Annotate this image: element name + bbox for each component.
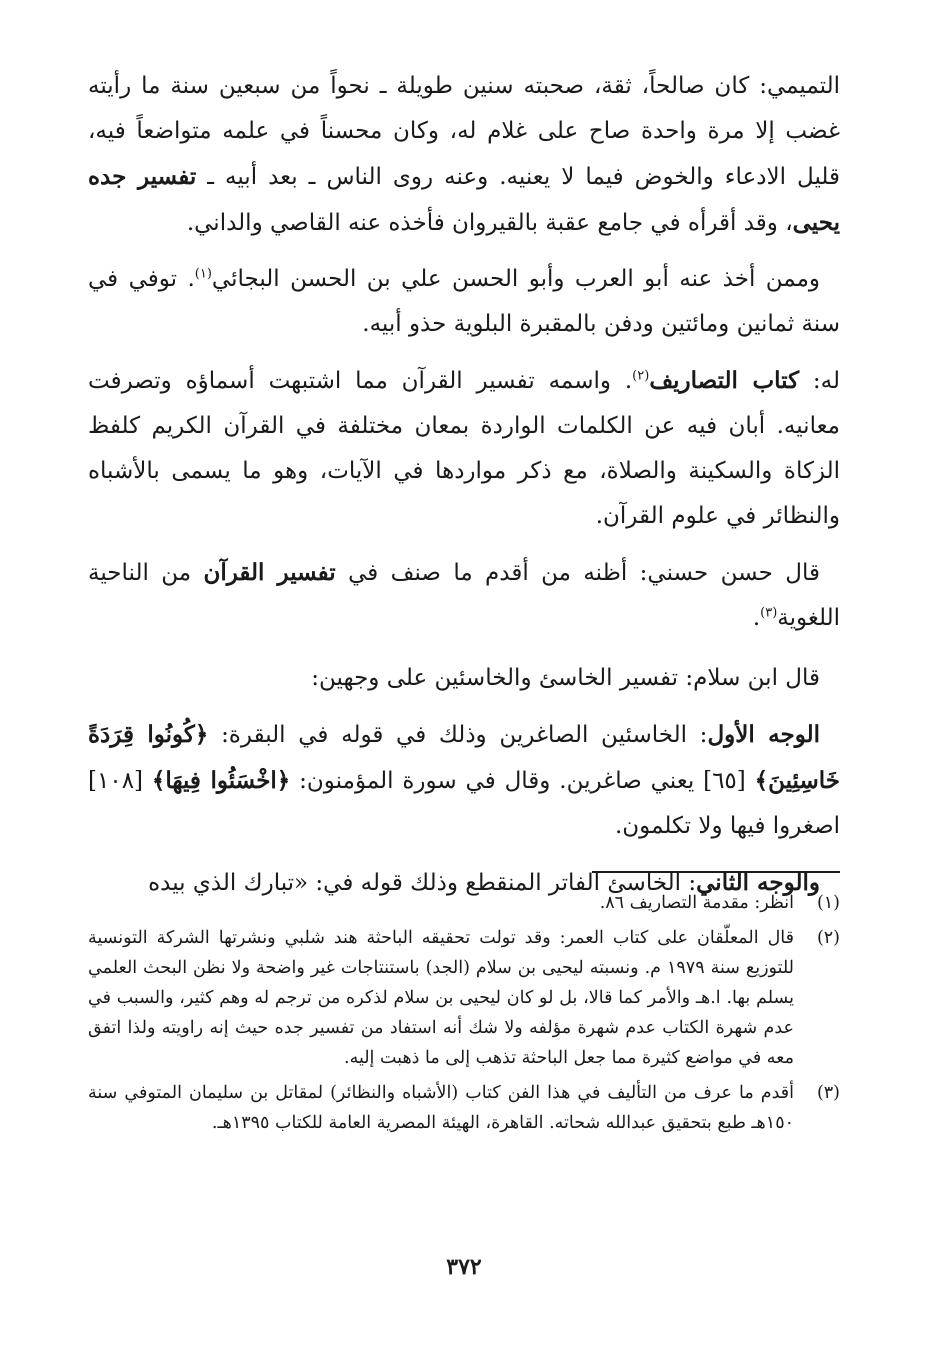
paragraph-ibn-sallam: قال ابن سلام: تفسير الخاسئ والخاسئين على وجهين:	[311, 665, 820, 691]
section-label: الوجه الأول	[707, 721, 820, 748]
footnote-divider	[592, 871, 840, 873]
footnote-ref-2[interactable]: (٢)	[632, 368, 650, 384]
book-title: كتاب التصاريف	[649, 367, 800, 394]
paragraph-second-aspect: والوجه الثاني: الخاسئ الفاتر المنقطع وذلك قوله في: «تبارك الذي بيده	[148, 869, 820, 896]
footnote-ref-1[interactable]: (١)	[194, 266, 212, 282]
paragraph-first-aspect: الوجه الأول: الخاسئين الصاغرين وذلك في قوله في البقرة: ﴿كُونُوا قِرَدَةً خَاسِئِينَ﴾ [٦٥] يعني صاغرين. وقال في سورة المؤمنون: ﴿اخْسَئُوا فِيهَا﴾ [١٠٨] اصغروا فيها ولا تكلمون.	[88, 721, 840, 839]
footnotes	[88, 888, 840, 1143]
highlighted-term: تفسير جده يحيى	[88, 163, 840, 236]
highlighted-term: تفسير القرآن	[203, 559, 336, 586]
footnote-number: (١)	[816, 893, 840, 913]
footnote-text: أقدم ما عرف من التأليف في هذا الفن كتاب (الأشباه والنظائر) لمقاتل بن سليمان المتوفي سنة ١٥٠هـ طبع بتحقيق عبدالله شحاته. القاهرة، الهيئة المصرية العامة للكتاب ١٣٩٥هـ.	[88, 1083, 794, 1133]
footnote-item	[88, 1078, 840, 1138]
quran-verse: ﴿كُونُوا قِرَدَةً خَاسِئِينَ﴾	[88, 721, 840, 794]
paragraph-hasan-husni: قال حسن حسني: أظنه من أقدم ما صنف في تفسير القرآن من الناحية اللغوية$^{(٣)}$.	[88, 559, 840, 631]
footnote-number: (٢)	[816, 928, 840, 948]
page-number: ٣٧٢	[446, 1254, 482, 1280]
section-label: والوجه الثاني	[696, 869, 820, 896]
paragraph-book: له: كتاب التصاريف$^{(٢)}$. واسمه تفسير القرآن مما اشتبهت أسماؤه وتصرفت معانيه. أبان فيه عن الكلمات الواردة بمعان مختلفة في القرآن الكريم كلفظ الزكاة والسكينة والصلاة، مع ذكر مواردها في الآيات، وهو ما يسمى بالأشباه والنظائر في علوم القرآن.	[88, 367, 841, 529]
footnote-item	[88, 923, 840, 1073]
page-content	[88, 64, 840, 1294]
footnote-text: قال المعلّقان على كتاب العمر: وقد تولت تحقيقه الباحثة هند شلبي ونشرتها الشركة التونسية للتوزيع سنة ١٩٧٩ م. ونسبته ليحيى بن سلام (الجد) باستنتاجات غير واضحة ولا نظن البحث العلمي يسلم بها. ا.هـ والأمر كما قالا، بل لو كان ليحيى بن سلام لذكره من ترجم له وهم كثير، والسبب في عدم شهرة الكتاب عدم شهرة مؤلفه ولا شك أنه استفاد من تفسير جده حيث إنه راويته ولذا اتفق معه في مواضع كثيرة مما جعل الباحثة تذهب إلى ما ذهبت إليه.	[88, 928, 794, 1068]
footnote-item	[88, 888, 840, 918]
paragraph-tamimi: التميمي: كان صالحاً، ثقة، صحبته سنين طويلة ـ نحواً من سبعين سنة ما رأيته غضب إلا مرة واحدة صاح على غلام له، وكان محسناً في علمه متواضعاً فيه، قليل الادعاء والخوض فيما لا يعنيه. وعنه روى الناس ـ بعد أبيه ـ تفسير جده يحيى، وقد أقرأه في جامع عقبة بالقيروان فأخذه عنه القاصي والداني.	[88, 73, 840, 236]
footnote-ref-3[interactable]: (٣)	[760, 605, 778, 621]
paragraph-students: وممن أخذ عنه أبو العرب وأبو الحسن علي بن الحسن البجائي$^{(١)}$. توفي في سنة ثمانين ومائتين ودفن بالمقبرة البلوية حذو أبيه.	[88, 266, 840, 337]
footnote-number: (٣)	[816, 1083, 840, 1103]
footnote-text: انظر: مقدمة التصاريف ٨٦.	[599, 893, 794, 913]
quran-verse: ﴿اخْسَئُوا فِيهَا﴾	[151, 767, 291, 794]
